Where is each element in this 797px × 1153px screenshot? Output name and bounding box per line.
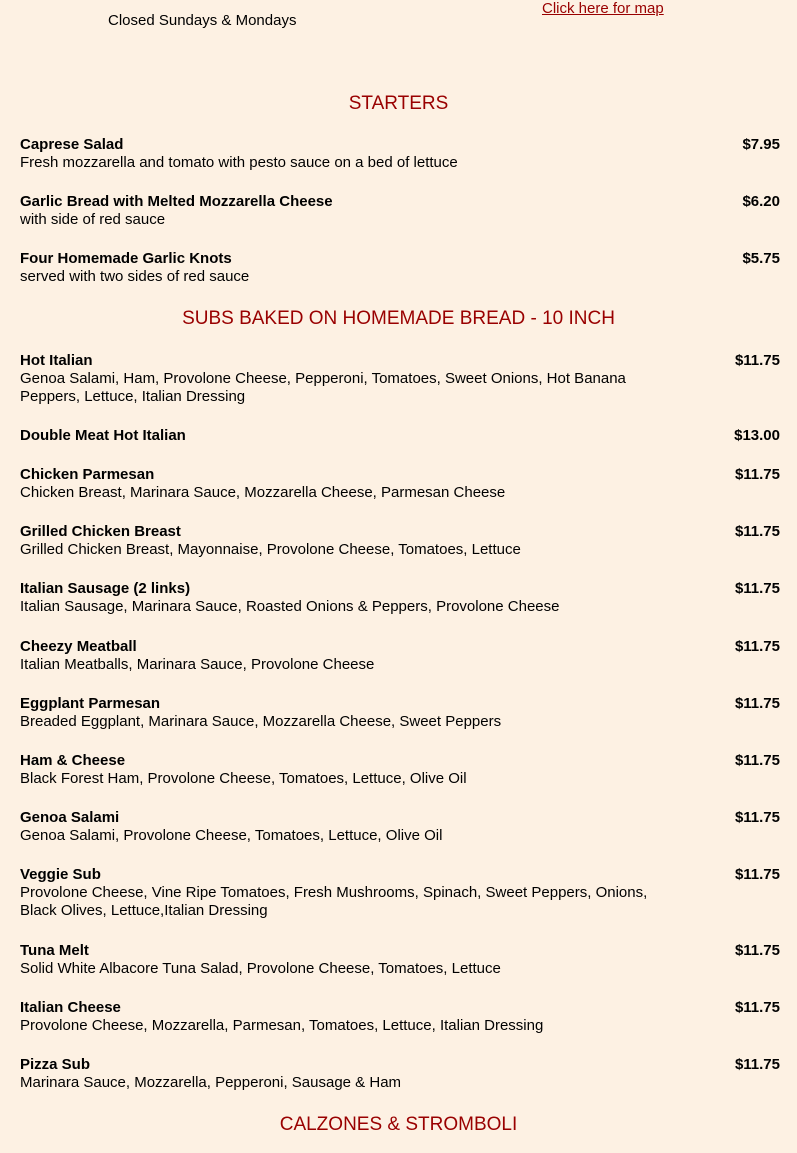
item-price: $11.75 [734, 523, 780, 540]
item-price: $11.75 [734, 466, 780, 483]
menu-item-italian-cheese [20, 999, 780, 1035]
menu-item-eggplant-parmesan [20, 695, 780, 731]
item-price: $13.00 [734, 427, 780, 444]
item-price: $5.75 [742, 250, 780, 267]
item-name: Garlic Bread with Melted Mozzarella Cheese [20, 193, 333, 210]
item-description: Genoa Salami, Ham, Provolone Cheese, Pepperoni, Tomatoes, Sweet Onions, Hot Banana Peppers, Lettuce, Italian Dressing [20, 370, 626, 405]
item-description: Fresh mozzarella and tomato with pesto sauce on a bed of lettuce [20, 154, 458, 171]
item-description: Chicken Breast, Marinara Sauce, Mozzarella Cheese, Parmesan Cheese [20, 484, 506, 501]
menu-item-ham-and-cheese [20, 752, 780, 788]
item-name: Ham & Cheese [20, 752, 126, 769]
item-price: $11.75 [734, 999, 780, 1016]
item-name: Eggplant Parmesan [20, 695, 161, 712]
hours-note: Closed Sundays & Mondays [108, 12, 297, 29]
item-name: Cheezy Meatball [20, 638, 137, 655]
menu-item-hot-italian [20, 352, 780, 406]
item-description: Grilled Chicken Breast, Mayonnaise, Provolone Cheese, Tomatoes, Lettuce [20, 541, 521, 558]
item-name: Chicken Parmesan [20, 466, 155, 483]
item-name: Grilled Chicken Breast [20, 523, 181, 540]
menu-item-double-meat-hot-italian [20, 427, 780, 445]
item-description: Solid White Albacore Tuna Salad, Provolone Cheese, Tomatoes, Lettuce [20, 960, 501, 977]
item-description: with side of red sauce [20, 211, 166, 228]
item-description: Genoa Salami, Provolone Cheese, Tomatoes, Lettuce, Olive Oil [20, 827, 443, 844]
item-description: Provolone Cheese, Vine Ripe Tomatoes, Fresh Mushrooms, Spinach, Sweet Peppers, Onions, Black Olives, Lettuce,Italian Dressing [20, 884, 648, 919]
item-price: $11.75 [734, 638, 780, 655]
item-name: Veggie Sub [20, 866, 101, 883]
item-price: $11.75 [734, 695, 780, 712]
menu-item-cheezy-meatball [20, 638, 780, 674]
menu-item-veggie-sub [20, 866, 780, 920]
item-description: Provolone Cheese, Mozzarella, Parmesan, Tomatoes, Lettuce, Italian Dressing [20, 1017, 544, 1034]
item-price: $11.75 [734, 866, 780, 883]
menu-item-pizza-sub [20, 1056, 780, 1092]
section-title-calzones: CALZONES & STROMBOLI [279, 1114, 518, 1135]
menu-item-italian-sausage [20, 580, 780, 616]
item-price: $11.75 [734, 752, 780, 769]
menu-item-garlic-bread [20, 193, 780, 229]
menu-item-tuna-melt [20, 942, 780, 978]
item-name: Italian Sausage (2 links) [20, 580, 191, 597]
item-name: Pizza Sub [20, 1056, 91, 1073]
menu-item-garlic-knots [20, 250, 780, 286]
item-description: Italian Meatballs, Marinara Sauce, Provolone Cheese [20, 656, 375, 673]
menu-item-grilled-chicken-breast [20, 523, 780, 559]
item-price: $11.75 [734, 580, 780, 597]
item-description: Breaded Eggplant, Marinara Sauce, Mozzarella Cheese, Sweet Peppers [20, 713, 502, 730]
menu-item-caprese-salad [20, 136, 780, 172]
item-price: $11.75 [734, 1056, 780, 1073]
item-price: $6.20 [742, 193, 780, 210]
menu-item-genoa-salami [20, 809, 780, 845]
item-price: $11.75 [734, 809, 780, 826]
menu-item-chicken-parmesan [20, 466, 780, 502]
item-name: Caprese Salad [20, 136, 124, 153]
map-link[interactable]: Click here for map [542, 0, 664, 17]
item-price: $11.75 [734, 942, 780, 959]
item-price: $11.75 [734, 352, 780, 369]
item-name: Hot Italian [20, 352, 93, 369]
item-description: Italian Sausage, Marinara Sauce, Roasted Onions & Peppers, Provolone Cheese [20, 598, 560, 615]
item-name: Tuna Melt [20, 942, 89, 959]
item-name: Genoa Salami [20, 809, 120, 826]
section-title-subs: SUBS BAKED ON HOMEMADE BREAD - 10 INCH [182, 308, 615, 329]
item-name: Double Meat Hot Italian [20, 427, 186, 444]
section-title-starters: STARTERS [348, 93, 449, 114]
item-name: Italian Cheese [20, 999, 121, 1016]
item-description: served with two sides of red sauce [20, 268, 250, 285]
item-price: $7.95 [742, 136, 780, 153]
item-name: Four Homemade Garlic Knots [20, 250, 232, 267]
item-description: Marinara Sauce, Mozzarella, Pepperoni, Sausage & Ham [20, 1074, 402, 1091]
item-description: Black Forest Ham, Provolone Cheese, Tomatoes, Lettuce, Olive Oil [20, 770, 467, 787]
